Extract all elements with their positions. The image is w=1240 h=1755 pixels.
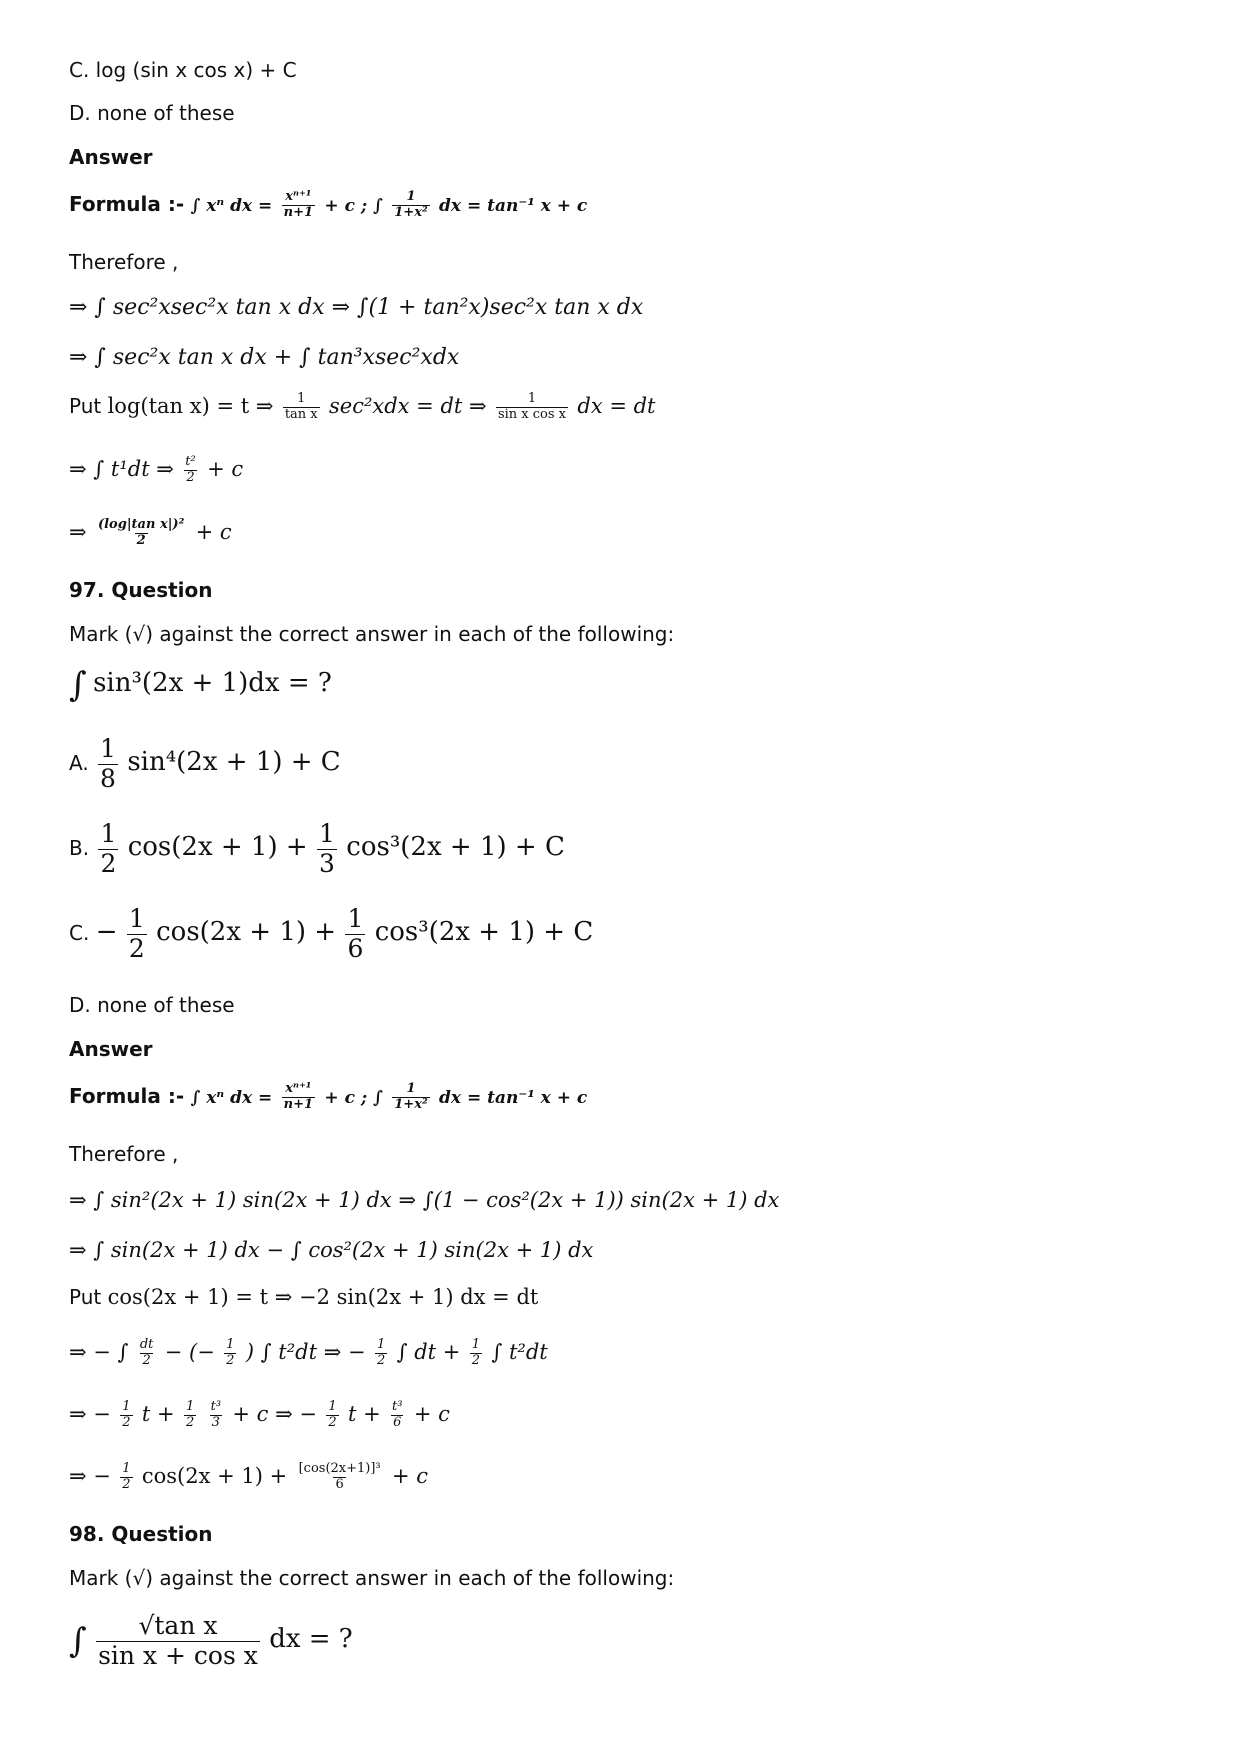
formula-label: Formula :- <box>69 1083 185 1108</box>
math-expr: ⇒ <box>69 519 87 544</box>
fraction: $\frac{\text{t²}}{2}$ <box>185 454 196 485</box>
fraction: $\frac{1}{2}$ <box>100 819 117 878</box>
option-d: D. none of these <box>69 101 235 125</box>
put-label: Put <box>69 393 102 418</box>
fraction: $\frac{1}{\text{sin x cos x}}$ <box>497 391 567 422</box>
formula-expr: dx = tan⁻¹ x + c <box>439 195 588 216</box>
math-expr: + c <box>413 1401 450 1426</box>
math-expr: + c <box>195 519 232 544</box>
substitution-line <box>69 392 656 423</box>
math-expr: cos(2x + 1) + <box>156 916 337 947</box>
formula-expr: + c ; ∫ <box>324 195 383 216</box>
math-expr: t + <box>141 1401 175 1426</box>
math-expr: ∫ t²dt <box>491 1339 548 1364</box>
option-b <box>69 820 565 879</box>
fraction: $\frac{\text{[cos(2x+1)]³}}{6}$ <box>298 1461 381 1492</box>
formula-fraction: $\frac{1}{\text{1+x²}}$ <box>394 189 428 220</box>
formula-label: Formula :- <box>69 191 185 216</box>
solution-step <box>69 518 232 549</box>
formula-expr: dx = tan⁻¹ x + c <box>439 1087 588 1108</box>
fraction: $\frac{1}{8}$ <box>100 734 116 793</box>
formula-fraction: $\frac{1}{\text{1+x²}}$ <box>394 1081 428 1112</box>
math-expr: sec²xdx = dt ⇒ <box>328 393 487 418</box>
therefore-text: Therefore , <box>69 1142 179 1166</box>
math-expr: ∫ dt + <box>396 1339 461 1364</box>
question-instruction: Mark (√) against the correct answer in each of the following: <box>69 622 675 646</box>
solution-step <box>69 1338 548 1369</box>
math-expr: cos³(2x + 1) + C <box>346 831 565 862</box>
fraction: $\frac{\text{t³}}{3}$ <box>210 1399 222 1430</box>
solution-step: ⇒ ∫ sec²xsec²x tan x dx ⇒ ∫(1 + tan²x)sec²x tan x dx <box>69 295 644 320</box>
formula-expr: + c ; ∫ <box>324 1087 383 1108</box>
option-c: C. log (sin x cos x) + C <box>69 58 297 82</box>
math-expr: dx = dt <box>577 393 656 418</box>
solution-step <box>69 455 243 486</box>
math-expr: ) ∫ t²dt ⇒ − <box>245 1339 366 1364</box>
math-expr: + c ⇒ − <box>232 1401 317 1426</box>
solution-step: ⇒ ∫ sin²(2x + 1) sin(2x + 1) dx ⇒ ∫(1 − cos²(2x + 1)) sin(2x + 1) dx <box>69 1188 780 1212</box>
option-d: D. none of these <box>69 993 235 1017</box>
fraction: $\frac{1}{2}$ <box>328 1399 337 1430</box>
math-expr: cos³(2x + 1) + C <box>374 916 594 947</box>
math-expr: sin³(2x + 1)dx = ? <box>93 667 332 698</box>
math-expr: ⇒ − <box>69 1401 111 1426</box>
math-expr: − (− <box>164 1339 215 1364</box>
substitution-line <box>69 1285 538 1310</box>
math-expr: − <box>95 916 118 947</box>
math-expr: t + <box>347 1401 381 1426</box>
option-c <box>69 905 593 964</box>
fraction: $\frac{\text{(log|tan x|)²}}{2}$ <box>97 517 185 548</box>
question-instruction: Mark (√) against the correct answer in each of the following: <box>69 1566 675 1590</box>
fraction: $\frac{\text{t³}}{6}$ <box>392 1399 403 1430</box>
fraction: $\frac{1}{2}$ <box>226 1337 235 1368</box>
fraction: $\frac{1}{2}$ <box>185 1399 195 1430</box>
formula-line <box>69 1082 587 1113</box>
option-label: B. <box>69 835 90 860</box>
integral-sign: ∫ <box>69 1620 87 1661</box>
question-heading: 97. Question <box>69 578 213 602</box>
math-expr: log(tan x) = t ⇒ <box>107 393 274 418</box>
math-expr: cos(2x + 1) = t ⇒ −2 sin(2x + 1) dx = dt <box>107 1285 539 1309</box>
fraction: $\frac{1}{2}$ <box>471 1337 480 1368</box>
question-heading: 98. Question <box>69 1522 213 1546</box>
option-label: C. <box>69 920 90 945</box>
formula-fraction: $\frac{\text{xⁿ⁺¹}}{n+1}$ <box>283 189 314 220</box>
math-expr: ⇒ − ∫ <box>69 1339 129 1364</box>
formula-expr: ∫ xⁿ dx = <box>190 195 273 216</box>
math-expr: ⇒ ∫ t¹dt ⇒ <box>69 456 174 481</box>
fraction: $\frac{1}{2}$ <box>122 1399 131 1430</box>
math-expr: ⇒ − <box>69 1463 111 1488</box>
math-expr: + c <box>207 456 244 481</box>
fraction: $\frac{dt}{2}$ <box>139 1337 154 1368</box>
math-expr: cos(2x + 1) + <box>127 831 308 862</box>
question-integral <box>69 665 332 706</box>
option-a <box>69 735 341 794</box>
answer-heading: Answer <box>69 1037 153 1061</box>
fraction: $\frac{1}{2}$ <box>376 1337 386 1368</box>
fraction: $\frac{1}{2}$ <box>122 1461 131 1492</box>
solution-step <box>69 1400 450 1431</box>
math-expr: + c <box>392 1463 429 1488</box>
solution-step: ⇒ ∫ sin(2x + 1) dx − ∫ cos²(2x + 1) sin(2x + 1) dx <box>69 1238 594 1262</box>
answer-heading: Answer <box>69 145 153 169</box>
question-integral <box>69 1612 353 1671</box>
therefore-text: Therefore , <box>69 250 179 274</box>
formula-fraction: $\frac{\text{xⁿ⁺¹}}{n+1}$ <box>283 1081 314 1112</box>
formula-line <box>69 190 587 221</box>
math-expr: sin⁴(2x + 1) + C <box>127 746 341 777</box>
fraction: $\frac{\text{√tan x}}{\text{sin x + cos x}}$ <box>98 1611 258 1670</box>
fraction: $\frac{1}{2}$ <box>128 904 145 963</box>
solution-step <box>69 1462 428 1493</box>
fraction: $\frac{1}{6}$ <box>347 904 364 963</box>
math-expr: dx = ? <box>269 1623 353 1654</box>
put-label: Put <box>69 1285 102 1309</box>
integral-sign: ∫ <box>69 665 87 705</box>
option-label: A. <box>69 750 89 775</box>
math-expr: cos(2x + 1) + <box>141 1463 288 1488</box>
formula-expr: ∫ xⁿ dx = <box>190 1087 273 1108</box>
fraction: $\frac{1}{3}$ <box>319 819 335 878</box>
fraction: $\frac{1}{\text{tan x}}$ <box>284 391 318 422</box>
solution-step: ⇒ ∫ sec²x tan x dx + ∫ tan³xsec²xdx <box>69 345 460 370</box>
